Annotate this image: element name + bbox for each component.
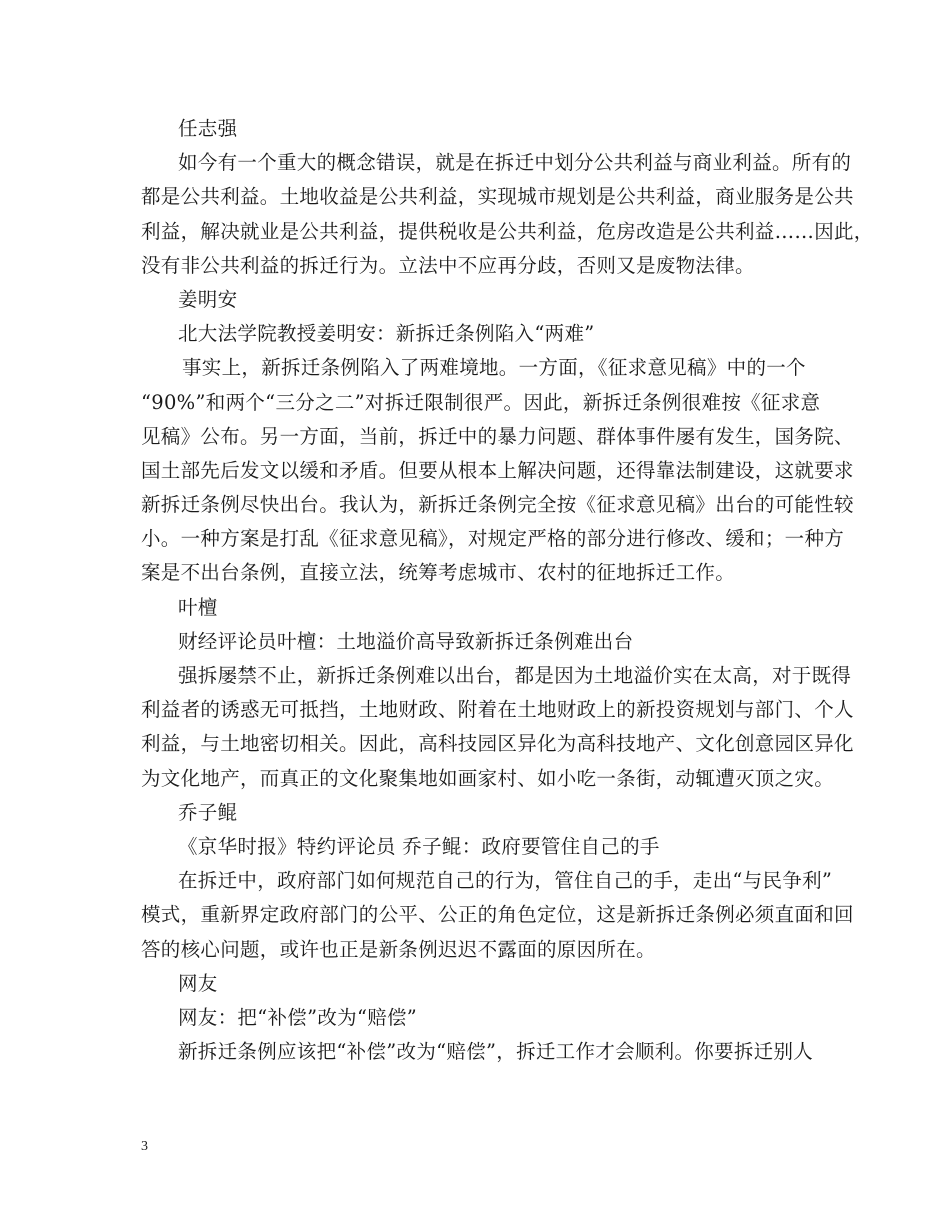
speaker-name: 网友 [178, 971, 218, 995]
paragraph-line: 新拆迁条例应该把“补偿”改为“赔偿”，拆迁工作才会顺利。你要拆迁别人 [178, 1040, 814, 1064]
paragraph-line: 为文化地产，而真正的文化聚集地如画家村、如小吃一条街，动辄遭灭顶之灾。 [141, 766, 835, 790]
paragraph-line: 案是不出台条例，直接立法，统筹考虑城市、农村的征地拆迁工作。 [141, 561, 736, 585]
paragraph-line: 强拆屡禁不止，新拆迁条例难以出台，都是因为土地溢价实在太高，对于既得 [178, 664, 852, 687]
paragraph-line: 在拆迁中，政府部门如何规范自己的行为，管住自己的手，走出“与民争利” [178, 869, 833, 893]
section-heading: 财经评论员叶檀：土地溢价高导致新拆迁条例难出台 [178, 629, 634, 653]
section-heading: 《京华时报》特约评论员 乔子鲲：政府要管住自己的手 [178, 834, 660, 858]
paragraph-line: 国土部先后发文以缓和矛盾。但要从根本上解决问题，还得靠法制建设，这就要求 [141, 458, 854, 482]
paragraph-line: 模式，重新界定政府部门的公平、公正的角色定位，这是新拆迁条例必须直面和回 [141, 903, 854, 927]
paragraph-line: “90%”和两个“三分之二”对拆迁限制很严。因此，新拆迁条例很难按《征求意 [141, 390, 821, 414]
paragraph-line: 都是公共利益。土地收益是公共利益，实现城市规划是公共利益，商业服务是公共 [141, 185, 854, 209]
paragraph-line: 小。一种方案是打乱《征求意见稿》，对规定严格的部分进行修改、缓和；一种方 [141, 527, 845, 551]
speaker-name: 任志强 [178, 117, 238, 140]
paragraph-line: 利益，解决就业是公共利益，提供税收是公共利益，危房改造是公共利益……因此， [141, 219, 874, 243]
page-number: 3 [141, 1139, 148, 1154]
paragraph-line: 事实上，新拆迁条例陷入了两难境地。一方面，《征求意见稿》中的一个 [182, 356, 806, 380]
speaker-name: 姜明安 [178, 287, 238, 311]
paragraph-line: 答的核心问题，或许也正是新条例迟迟不露面的原因所在。 [141, 937, 656, 961]
paragraph-line: 见稿》公布。另一方面，当前，拆迁中的暴力问题、群体事件屡有发生，国务院、 [141, 424, 854, 448]
section-heading: 北大法学院教授姜明安：新拆迁条例陷入“两难” [178, 322, 595, 346]
section-heading: 网友：把“补偿”改为“赔偿” [178, 1005, 418, 1029]
speaker-name: 乔子鲲 [178, 800, 238, 824]
paragraph-line: 没有非公共利益的拆迁行为。立法中不应再分歧，否则又是废物法律。 [141, 253, 755, 277]
paragraph-line: 新拆迁条例尽快出台。我认为，新拆迁条例完全按《征求意见稿》出台的可能性较 [141, 493, 854, 517]
speaker-name: 叶檀 [178, 595, 218, 619]
paragraph-line: 如今有一个重大的概念错误，就是在拆迁中划分公共利益与商业利益。所有的 [178, 151, 852, 175]
paragraph-line: 利益，与土地密切相关。因此，高科技园区异化为高科技地产、文化创意园区异化 [141, 732, 854, 756]
document-body [141, 112, 874, 1069]
paragraph-line: 利益者的诱惑无可抵挡，土地财政、附着在土地财政上的新投资规划与部门、个人 [141, 698, 854, 722]
